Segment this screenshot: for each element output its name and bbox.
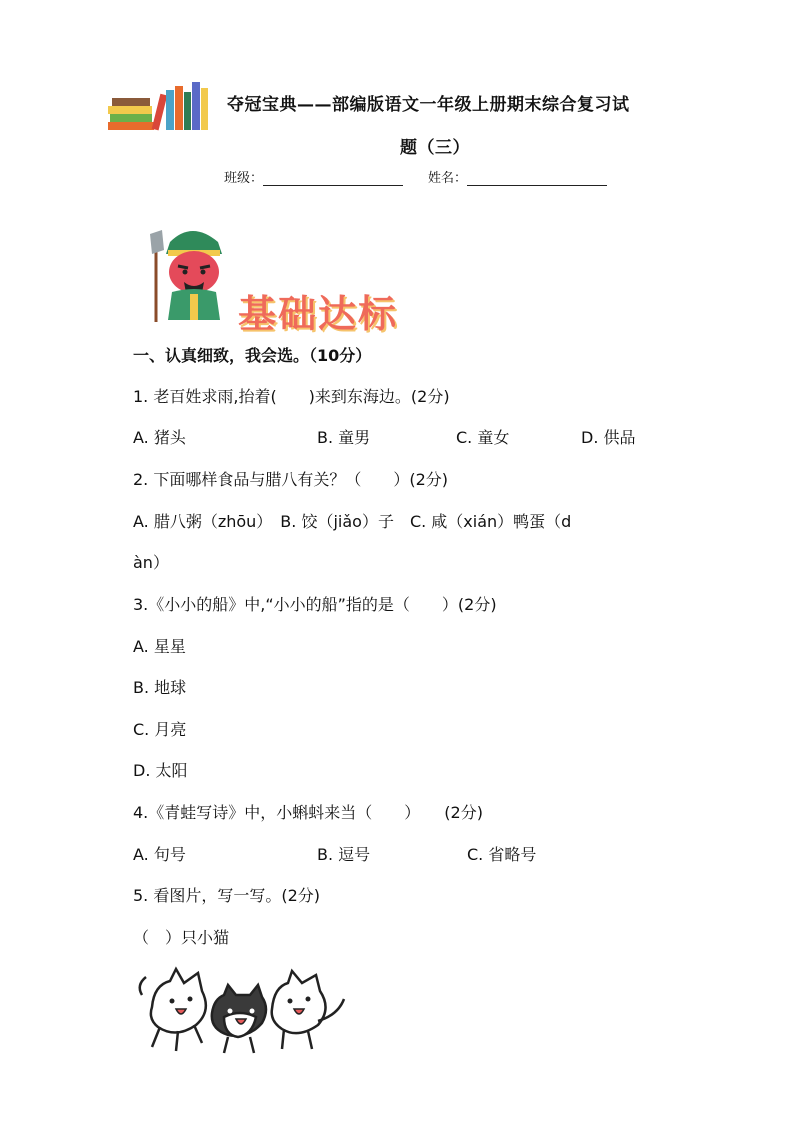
question-stem: 5. 看图片，写一写。(2分): [133, 886, 321, 905]
name-field: [428, 167, 607, 186]
class-label: 班级：: [224, 171, 264, 186]
page-title-continued: 题（三）: [400, 138, 470, 158]
option-a[interactable]: A. 猪头: [133, 428, 186, 447]
option-a[interactable]: A. 星星: [133, 637, 186, 656]
option-b[interactable]: B. 童男: [317, 428, 371, 447]
question-options: [0, 842, 794, 864]
option-d[interactable]: D. 太阳: [133, 761, 188, 780]
option-c[interactable]: C. 省略号: [467, 845, 537, 864]
page-title: 夺冠宝典——部编版语文一年级上册期末综合复习试: [227, 95, 630, 115]
name-label: 姓名：: [428, 171, 468, 186]
option-c[interactable]: C. 月亮: [133, 720, 187, 739]
question-options-wrap: àn）: [133, 553, 169, 572]
question-options: [0, 425, 794, 447]
name-blank[interactable]: [467, 171, 607, 186]
question-stem: 4.《青蛙写诗》中，小蝌蚪来当（ ） (2分): [133, 803, 483, 822]
class-blank[interactable]: [263, 171, 403, 186]
option-b[interactable]: B. 逗号: [317, 845, 371, 864]
books-icon: [106, 82, 210, 132]
section-heading: 一、认真细致，我会选。（10分）: [133, 346, 372, 365]
section-badge: 基础达标: [238, 292, 399, 336]
class-field: [224, 167, 403, 186]
guan-yu-illustration: [144, 220, 240, 325]
option-d[interactable]: D. 供品: [581, 428, 636, 447]
option-b[interactable]: B. 地球: [133, 678, 187, 697]
answer-blank[interactable]: （ ）只小猫: [133, 928, 230, 947]
question-stem: 2. 下面哪样食品与腊八有关？（ ）(2分): [133, 470, 449, 489]
option-c[interactable]: C. 童女: [456, 428, 510, 447]
option-a[interactable]: A. 句号: [133, 845, 186, 864]
cats-illustration: [132, 965, 352, 1055]
question-options[interactable]: A. 腊八粥（zhōu） B. 饺（jiǎo）子 C. 咸（xián）鸭蛋（d: [133, 512, 572, 531]
question-stem: 3.《小小的船》中,“小小的船”指的是（ ）(2分): [133, 595, 497, 614]
question-stem: 1. 老百姓求雨,抬着( )来到东海边。(2分): [133, 387, 450, 406]
